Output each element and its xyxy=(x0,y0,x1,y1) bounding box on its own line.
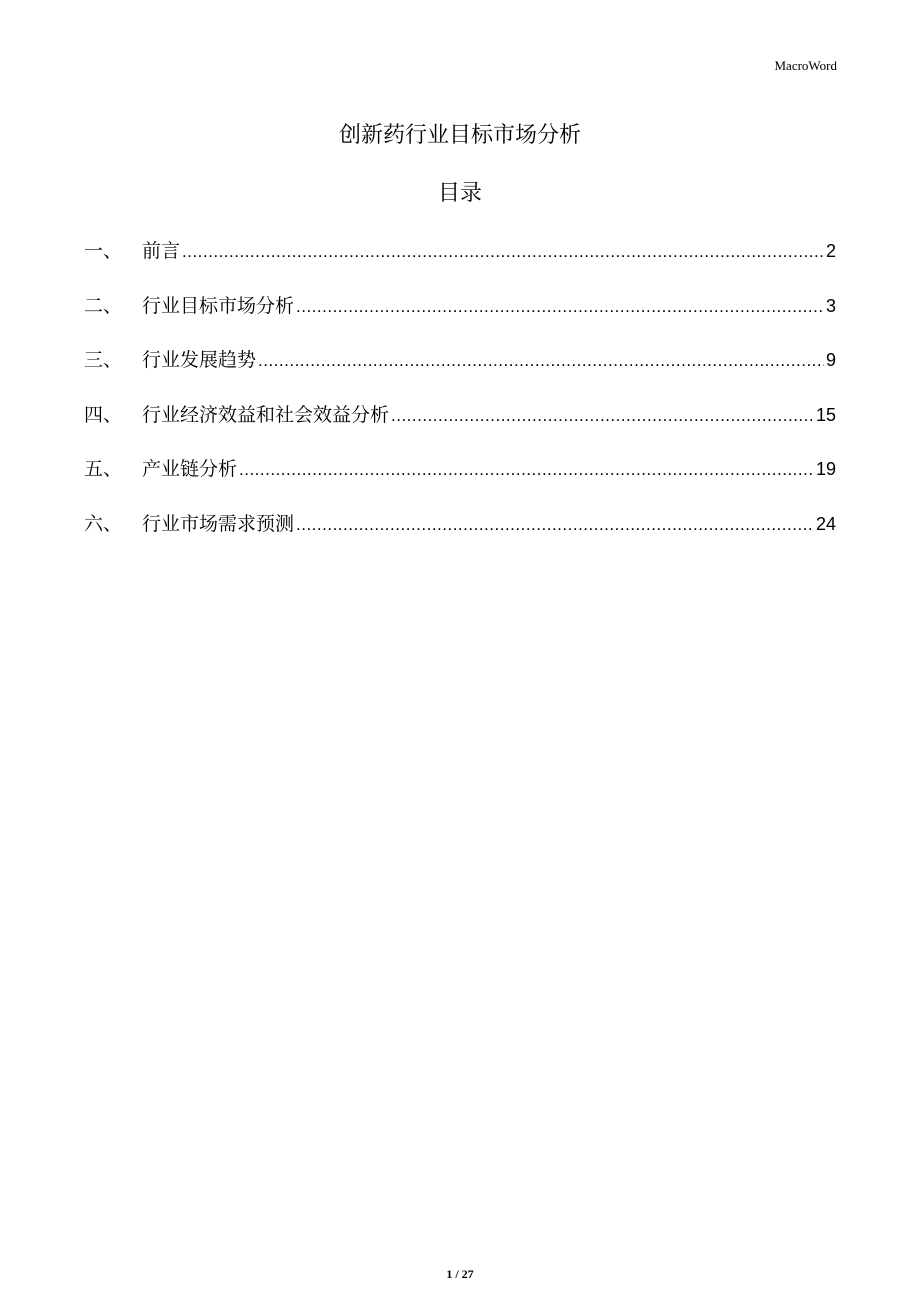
toc-entry-title: 前言 xyxy=(142,240,181,262)
toc-entry-benefits[interactable] xyxy=(84,398,836,453)
toc-leader-dots xyxy=(296,290,824,324)
toc-entry-demand-forecast[interactable] xyxy=(84,507,836,562)
toc-entry-page: 9 xyxy=(825,350,836,371)
toc-leader-dots xyxy=(296,508,814,542)
toc-entry-number: 六、 xyxy=(84,512,123,535)
toc-leader-dots xyxy=(391,399,814,433)
toc-entry-title: 产业链分析 xyxy=(142,458,238,481)
toc-entry-page: 3 xyxy=(825,295,836,316)
toc-entry-number: 三、 xyxy=(84,349,123,372)
document-title: 创新药行业目标市场分析 xyxy=(338,123,581,148)
toc-entry-page: 24 xyxy=(815,513,836,534)
toc-entry-industry-chain[interactable] xyxy=(84,452,836,507)
toc-entry-target-market[interactable] xyxy=(84,289,836,344)
toc-entry-number: 四、 xyxy=(84,403,123,426)
toc-entry-title: 行业市场需求预测 xyxy=(142,512,295,535)
toc-leader-dots xyxy=(182,235,824,269)
header-brand: MacroWord xyxy=(774,58,837,73)
toc-entry-number: 二、 xyxy=(84,294,123,317)
toc-entry-page: 15 xyxy=(815,404,836,425)
toc-entry-trends[interactable] xyxy=(84,343,836,398)
toc-entry-preface[interactable] xyxy=(84,234,836,289)
toc-entry-title: 行业经济效益和社会效益分析 xyxy=(142,403,390,426)
toc-heading: 目录 xyxy=(437,181,482,206)
toc-entry-page: 19 xyxy=(815,459,836,480)
table-of-contents xyxy=(84,234,836,562)
toc-entry-number: 五、 xyxy=(84,458,123,481)
toc-entry-title: 行业发展趋势 xyxy=(142,349,257,372)
toc-entry-title: 行业目标市场分析 xyxy=(142,294,295,317)
toc-entry-page: 2 xyxy=(825,241,836,261)
toc-leader-dots xyxy=(258,344,824,378)
toc-entry-number: 一、 xyxy=(84,240,123,262)
page-indicator: 1 / 27 xyxy=(446,1267,474,1281)
toc-leader-dots xyxy=(239,453,814,487)
